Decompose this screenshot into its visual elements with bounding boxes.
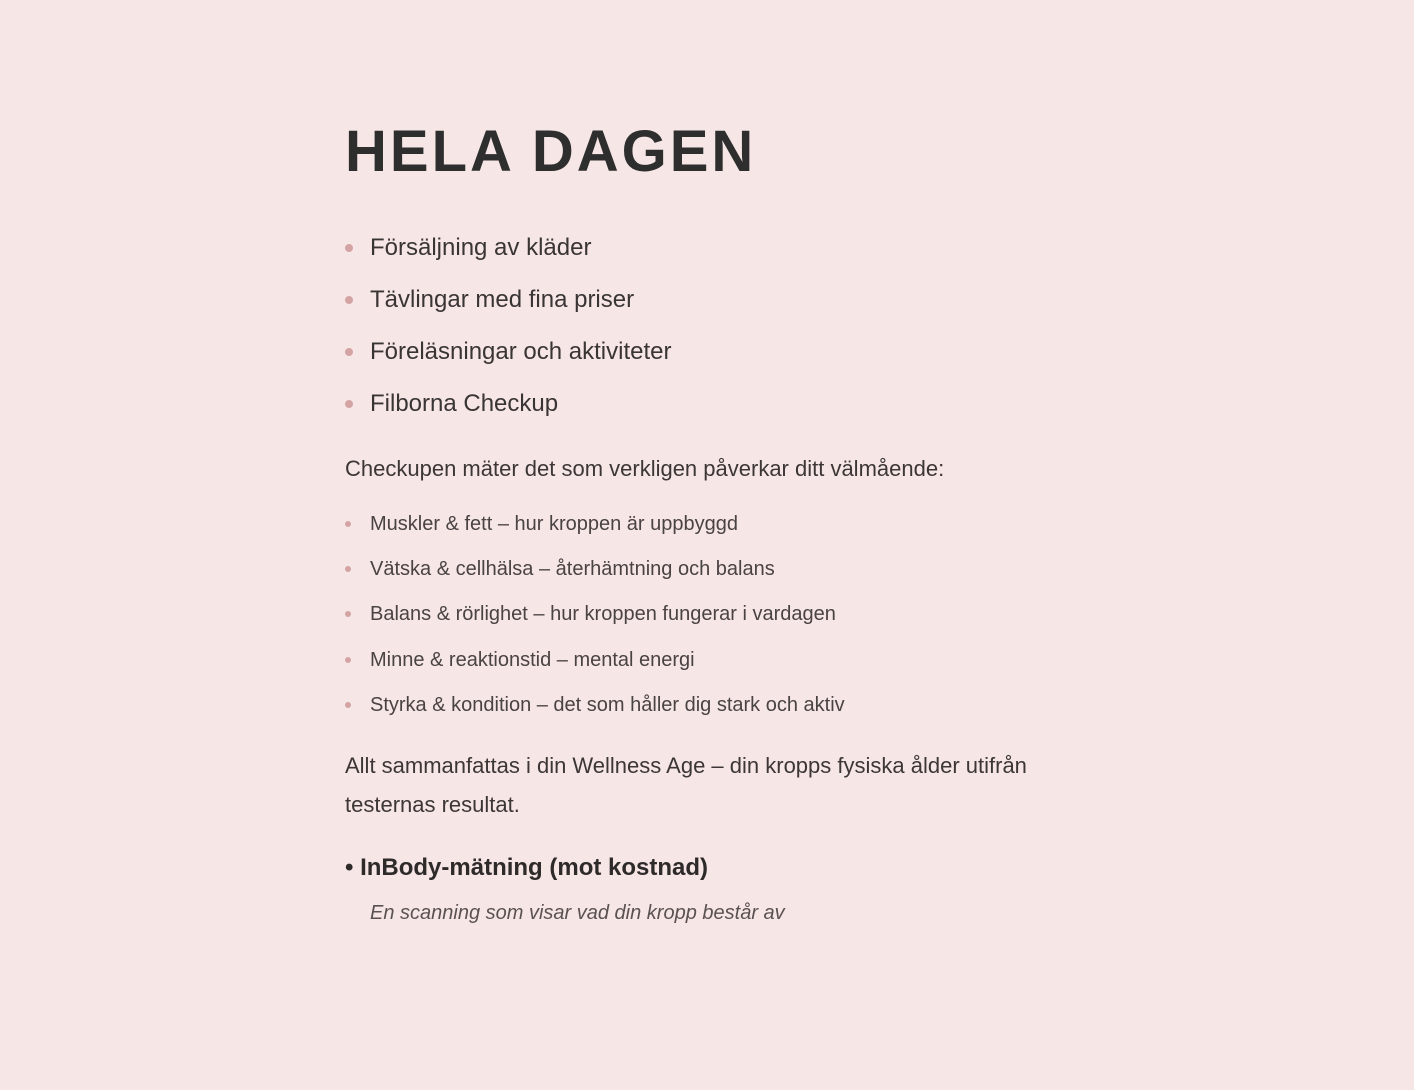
list-item-label: Styrka & kondition – det som håller dig stark och aktiv — [370, 693, 845, 716]
list-item — [345, 642, 845, 687]
list-item — [345, 687, 845, 732]
inbody-description: En scanning som visar vad din kropp består av — [370, 902, 785, 924]
list-item — [345, 382, 671, 434]
list-item — [345, 278, 671, 330]
activities-list — [345, 226, 671, 434]
list-item-label: Muskler & fett – hur kroppen är uppbyggd — [370, 513, 738, 535]
list-item-label: Filborna Checkup — [370, 390, 559, 417]
list-item-label: Försäljning av kläder — [370, 234, 592, 261]
page-title: HELA DAGEN — [345, 119, 757, 184]
checkup-list — [345, 506, 845, 732]
bullet-icon — [345, 657, 351, 663]
bullet-icon — [345, 296, 353, 304]
list-item-label: Balans & rörlighet – hur kroppen fungerar i vardagen — [370, 603, 836, 626]
list-item — [345, 330, 671, 382]
inbody-heading: • InBody-mätning (mot kostnad) — [345, 854, 709, 881]
list-item — [345, 551, 845, 596]
bullet-icon — [345, 244, 353, 252]
list-item — [345, 596, 845, 641]
list-item-label: Tävlingar med fina priser — [370, 286, 635, 313]
list-item — [345, 506, 845, 551]
list-item — [345, 226, 671, 278]
list-item-label: Minne & reaktionstid – mental energi — [370, 648, 695, 671]
list-item-label: Vätska & cellhälsa – återhämtning och balans — [370, 558, 775, 581]
wellness-summary: Allt sammanfattas i din Wellness Age – din kropps fysiska ålder utifrån testernas resultat. — [345, 753, 1027, 817]
bullet-icon — [345, 702, 351, 708]
bullet-icon — [345, 348, 353, 356]
checkup-intro: Checkupen mäter det som verkligen påverkar ditt välmående: — [345, 456, 945, 481]
bullet-icon — [345, 400, 353, 408]
bullet-icon — [345, 611, 351, 617]
list-item-label: Föreläsningar och aktiviteter — [370, 338, 672, 365]
bullet-icon — [345, 521, 351, 527]
bullet-icon — [345, 566, 351, 572]
